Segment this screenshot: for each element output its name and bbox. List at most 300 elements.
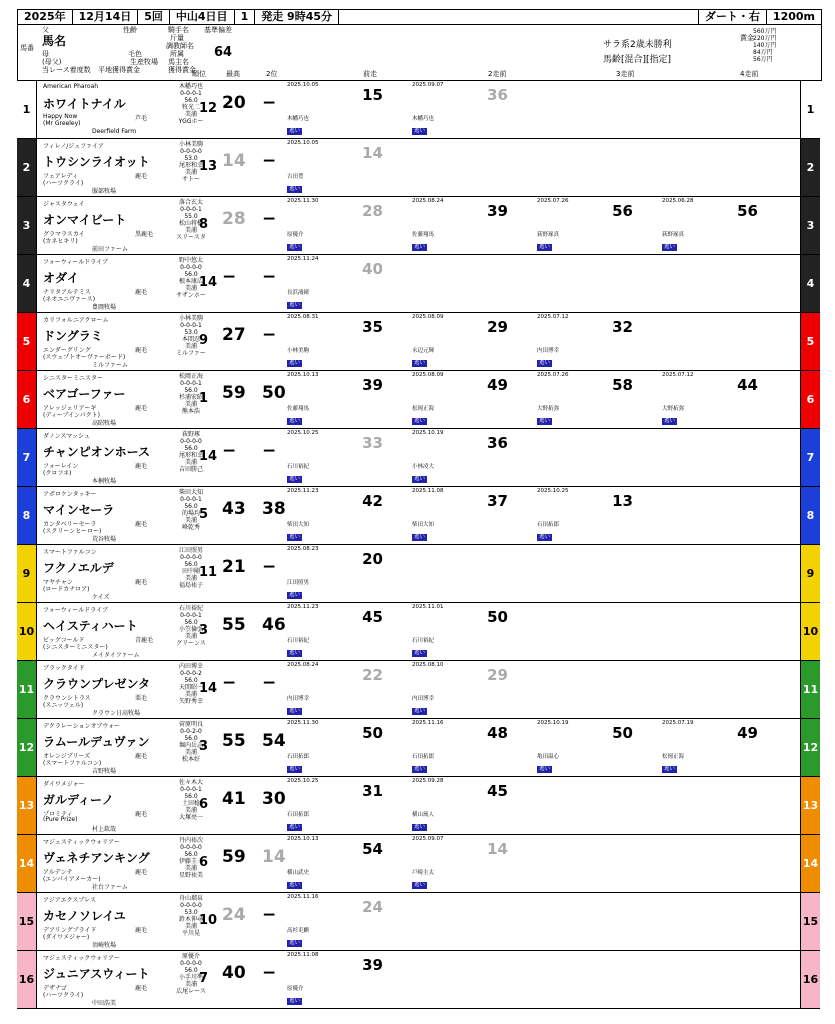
past-race: [412, 372, 532, 427]
name-label: 馬名: [42, 34, 67, 48]
race-date: 2025.07.12: [537, 314, 569, 320]
sire-name: ブラックタイド: [43, 665, 85, 672]
past-race: [537, 314, 657, 369]
record: 0-0-0-0: [180, 438, 202, 445]
running-style: 逃い: [289, 882, 301, 888]
race-jockey: 吉田豊: [287, 174, 304, 180]
date: 12月14日: [73, 10, 139, 24]
horse-name[interactable]: ヘイスティハート: [43, 619, 138, 633]
running-style: 逃い: [289, 476, 301, 482]
race-jockey: 内田博幸: [537, 348, 560, 354]
race-jockey: 柴田大知: [412, 522, 435, 528]
running-style: 逃い: [414, 824, 426, 830]
race-score: 58: [612, 376, 633, 394]
running-style: 逃い: [414, 708, 426, 714]
horse-row[interactable]: [17, 371, 820, 429]
horse-name[interactable]: トウシンライオット: [43, 155, 150, 169]
umaban-left: 13: [17, 777, 37, 834]
race-jockey: 石田拓郎: [287, 812, 310, 818]
prize-2: 220万円: [753, 35, 777, 42]
damsire-name: (ハーツクライ): [43, 992, 84, 999]
race-jockey: 内田博幸: [412, 696, 435, 702]
damsire-label: (母父): [42, 58, 62, 66]
race-jockey: 亀田温心: [537, 754, 560, 760]
affiliation: 美浦: [184, 285, 197, 292]
std-value: 64: [214, 45, 233, 60]
weight: 56.0: [184, 967, 198, 974]
race-score: 56: [612, 202, 633, 220]
running-style: 逃い: [289, 302, 301, 308]
year: 2025年: [18, 10, 73, 24]
prize-label: 獲得賞金: [168, 66, 196, 74]
past-race: [412, 314, 532, 369]
horse-name[interactable]: ジュニアスウィート: [43, 967, 150, 981]
horse-name[interactable]: マインセーラ: [43, 503, 115, 517]
owner: 広尾レース: [176, 988, 206, 995]
kai: 5回: [138, 10, 170, 24]
rank: 1: [199, 391, 209, 406]
running-style: 逃い: [664, 418, 676, 424]
horse-row[interactable]: [17, 313, 820, 371]
breeder-name: 須崎牧場: [92, 942, 117, 949]
umaban-left: 14: [17, 835, 37, 892]
weight: 56.0: [184, 735, 198, 742]
sire-name: シニスターミニスター: [43, 375, 104, 382]
weight: 56.0: [184, 793, 198, 800]
second-index: −: [262, 557, 277, 577]
race-jockey: 荻野琢真: [662, 232, 685, 238]
jockey: 野中悠太: [178, 257, 203, 264]
trainer: 堀内岳志: [178, 742, 203, 749]
horse-row[interactable]: [17, 835, 820, 893]
prize-heading: 賞金: [740, 34, 754, 42]
weight: 53.0: [184, 155, 198, 162]
umaban-right: 12: [800, 719, 820, 776]
race-jockey: 松岡正海: [662, 754, 685, 760]
jockey-label: 騎手名: [168, 26, 189, 34]
coat: 鹿毛: [135, 405, 148, 412]
coat: 鹿毛: [135, 985, 148, 992]
dam-name: プロミティ: [43, 811, 73, 818]
past-race: [287, 198, 407, 253]
second-index: 14: [262, 847, 286, 867]
jockey: 小林美駒: [178, 315, 203, 322]
coat: 芦毛: [135, 115, 148, 122]
max-index: −: [222, 673, 237, 693]
owner-label: 馬主名: [168, 58, 189, 66]
horse-name[interactable]: ホワイトナイル: [43, 97, 126, 111]
race-score: 29: [487, 666, 508, 684]
race-date: 2025.11.30: [287, 720, 319, 726]
umaban-label: 馬番: [20, 44, 34, 52]
horse-row[interactable]: [17, 951, 820, 1009]
past-race: [287, 778, 407, 833]
race-date: 2025.11.24: [287, 256, 319, 262]
sex-age-label: 性齢: [123, 26, 137, 34]
second-index: 46: [262, 615, 286, 635]
past-race: [287, 836, 407, 891]
umaban-right: 3: [800, 197, 820, 254]
coat: 鹿毛: [135, 521, 148, 528]
jockey: 石川裕紀: [178, 605, 203, 612]
trainer: 鈴木伸尋: [178, 916, 203, 923]
running-style: 逃い: [289, 592, 301, 598]
race-score: 45: [362, 608, 383, 626]
affiliation: 美浦: [184, 691, 197, 698]
race-jockey: 大野拓弥: [662, 406, 685, 412]
past-race: [412, 778, 532, 833]
trainer: 本間忍: [181, 336, 200, 343]
umaban-left: 11: [17, 661, 37, 718]
damsire-name: (Pure Prize): [43, 816, 78, 823]
record: 0-0-0-0: [180, 148, 202, 155]
record: 0-0-2-0: [180, 728, 202, 735]
horse-name[interactable]: フクノエルデ: [43, 561, 114, 575]
race-jockey: 大野拓弥: [537, 406, 560, 412]
owner: YGGホー: [178, 118, 204, 125]
race-date: 2025.11.08: [412, 488, 444, 494]
running-style: 逃い: [289, 360, 301, 366]
horse-row[interactable]: [17, 429, 820, 487]
race-date: 2025.10.13: [287, 372, 319, 378]
column-header: [17, 24, 822, 81]
rank-label: 順位: [192, 70, 206, 78]
running-style: 逃い: [414, 418, 426, 424]
race-score: 22: [362, 666, 383, 684]
record: 0-0-0-1: [180, 786, 202, 793]
race-date: 2025.10.19: [537, 720, 569, 726]
past-race: [412, 836, 532, 891]
venue: 中山4日目: [170, 10, 235, 24]
race-date: 2025.06.28: [662, 198, 694, 204]
horse-name[interactable]: ガルディーノ: [43, 793, 114, 807]
race-score: 14: [487, 840, 508, 858]
rank: 10: [199, 913, 218, 928]
horse-name[interactable]: カセノソレイユ: [43, 909, 126, 923]
umaban-right: 2: [800, 139, 820, 196]
owner: ミルファー: [176, 350, 206, 357]
running-style: 逃い: [414, 244, 426, 250]
horse-row[interactable]: [17, 777, 820, 835]
damsire-name: (スニッツェル): [43, 702, 84, 709]
second-index: 54: [262, 731, 286, 751]
second-label: 2位: [266, 70, 278, 78]
race-jockey: 松岡正海: [412, 406, 435, 412]
trainer-label: 調教師名: [166, 42, 194, 50]
past-race: [287, 662, 407, 717]
race-jockey: 原優介: [287, 232, 304, 238]
second-index: −: [262, 267, 277, 287]
race-score: 35: [362, 318, 383, 336]
owner: スリースタ: [176, 234, 206, 241]
umaban-right: 8: [800, 487, 820, 544]
race-score: 39: [362, 376, 383, 394]
race-date: 2025.10.25: [537, 488, 569, 494]
horse-name[interactable]: ドングラミ: [43, 329, 103, 343]
dam-name: オレンジブリーズ: [43, 753, 91, 760]
race-date: 2025.07.26: [537, 198, 569, 204]
max-index: 55: [222, 731, 246, 751]
owner: 平川晃: [181, 930, 200, 937]
second-index: −: [262, 673, 277, 693]
race-jockey: 石川裕紀: [287, 638, 310, 644]
race-jockey: 柴田大知: [287, 522, 310, 528]
umaban-left: 10: [17, 603, 37, 660]
race-score: 24: [362, 898, 383, 916]
second-index: −: [262, 905, 277, 925]
running-style: 逃い: [289, 650, 301, 656]
horse-row[interactable]: [17, 255, 820, 313]
umaban-right: 10: [800, 603, 820, 660]
race-score: 42: [362, 492, 383, 510]
sire-name: スマートファルコン: [43, 549, 97, 556]
past-race: [662, 372, 782, 427]
past-race: [412, 430, 532, 485]
record: 0-0-0-1: [180, 496, 202, 503]
jockey: 荻野琢: [181, 431, 200, 438]
race-jockey: 横山琉人: [412, 812, 435, 818]
past-race: [537, 198, 657, 253]
max-index: 28: [222, 209, 246, 229]
past-race: [537, 720, 657, 775]
race-score: 39: [487, 202, 508, 220]
max-index: 55: [222, 615, 246, 635]
race-score: 49: [487, 376, 508, 394]
race-date: 2025.08.10: [412, 662, 444, 668]
running-style: 逃い: [289, 940, 301, 946]
sire-name: フォーウィールドライブ: [43, 607, 108, 614]
race-date: 2025.08.23: [287, 546, 319, 552]
max-index: 14: [222, 151, 246, 171]
race-score: 40: [362, 260, 383, 278]
running-style: 逃い: [539, 418, 551, 424]
race-date: 2025.08.09: [412, 372, 444, 378]
race-date: 2025.07.26: [537, 372, 569, 378]
coat: 鹿毛: [135, 753, 148, 760]
running-style: 逃い: [289, 824, 301, 830]
dam-name: クラウンシトラス: [43, 695, 91, 702]
breeder-name: 村上欽哉: [92, 826, 117, 833]
damsire-name: (ハーツクライ): [43, 180, 84, 187]
record: 0-0-0-2: [180, 670, 202, 677]
max-label: 最高: [226, 70, 240, 78]
race-jockey: 石川裕紀: [412, 638, 435, 644]
race-date: 2025.08.31: [287, 314, 319, 320]
prize-3: 140万円: [753, 42, 777, 49]
max-index: 40: [222, 963, 246, 983]
umaban-right: 11: [800, 661, 820, 718]
horse-row[interactable]: [17, 893, 820, 951]
race-jockey: 木幡巧也: [287, 116, 310, 122]
sire-name: アポロケンタッキー: [43, 491, 97, 498]
breeder-name: 本桐牧場: [92, 478, 117, 485]
jockey: 木幡巧也: [178, 83, 203, 90]
running-style: 逃い: [289, 128, 301, 134]
dam-name: ナリタアルテミス: [43, 289, 91, 296]
coat: 黒鹿毛: [135, 231, 154, 238]
race-jockey: 戸崎圭太: [412, 870, 435, 876]
race-date: 2025.11.30: [287, 198, 319, 204]
prize-1: 560万円: [753, 28, 777, 35]
rank: 14: [199, 275, 218, 290]
running-style: 逃い: [414, 534, 426, 540]
owner: 矢野秀幸: [178, 698, 203, 705]
past-race: [287, 720, 407, 775]
race-jockey: 石田拓郎: [287, 754, 310, 760]
owner: 吉田勝己: [178, 466, 203, 473]
race-score: 29: [487, 318, 508, 336]
race-jockey: 小林美駒: [287, 348, 310, 354]
owner: 熊本浩: [181, 408, 200, 415]
past-race: [287, 952, 407, 1007]
damsire-name: (シニスターミニスター): [43, 644, 108, 651]
running-style: 逃い: [289, 708, 301, 714]
horse-name[interactable]: チャンピオンホース: [43, 445, 151, 459]
race-date: 2025.11.01: [412, 604, 444, 610]
prize-5: 56万円: [753, 56, 773, 63]
dam-name: グラマラスカイ: [43, 231, 85, 238]
sire-name: ダノンスマッシュ: [43, 433, 90, 440]
running-style: 逃い: [289, 766, 301, 772]
race-class: サラ系2歳未勝利: [603, 40, 672, 50]
horse-name[interactable]: ベアゴーファー: [43, 387, 126, 401]
past-race: [412, 198, 532, 253]
affiliation: 美浦: [184, 227, 197, 234]
race-jockey: 荻野琢真: [537, 232, 560, 238]
coat: 栗毛: [135, 695, 148, 702]
affiliation: 美浦: [184, 343, 197, 350]
race-jockey: 佐藤翔馬: [412, 232, 435, 238]
weight: 56.0: [184, 503, 198, 510]
start-time: 発走 9時45分: [255, 10, 339, 24]
race-date: 2025.09.07: [412, 82, 444, 88]
horse-row[interactable]: [17, 197, 820, 255]
prize-4: 84万円: [753, 49, 773, 56]
sire-name: デクラレーションオブウォー: [43, 723, 121, 730]
running-style: 逃い: [414, 882, 426, 888]
sire-label: 父: [42, 26, 49, 34]
weight: 53.0: [184, 329, 198, 336]
record: 0-0-0-1: [180, 380, 202, 387]
max-index: 41: [222, 789, 246, 809]
race-jockey: 佐藤翔馬: [287, 406, 310, 412]
race-date: 2025.11.16: [412, 720, 444, 726]
past-race: [662, 198, 782, 253]
coat: 鹿毛: [135, 927, 148, 934]
horse-row[interactable]: [17, 661, 820, 719]
trainer: 天間昭一: [178, 684, 203, 691]
coat: 鹿毛: [135, 289, 148, 296]
coat: 鹿毛: [135, 869, 148, 876]
rank: 12: [199, 101, 218, 116]
weight: 56.0: [184, 387, 198, 394]
max-index: 20: [222, 93, 246, 113]
dam-name: フォーレイン: [43, 463, 79, 470]
race-score: 49: [737, 724, 758, 742]
owner: サザンホー: [176, 292, 206, 299]
jockey: 佐々木大: [178, 779, 203, 786]
breeder-name: メイタイファーム: [92, 652, 140, 659]
horse-row[interactable]: [17, 719, 820, 777]
horse-row[interactable]: [17, 487, 820, 545]
past-race: [412, 604, 532, 659]
max-index: 24: [222, 905, 246, 925]
max-index: 27: [222, 325, 246, 345]
second-index: 50: [262, 383, 286, 403]
weight: 56.0: [184, 97, 198, 104]
horse-name[interactable]: ヴェネチアンキング: [43, 851, 150, 865]
race-score: 36: [487, 86, 508, 104]
umaban-left: 3: [17, 197, 37, 254]
coat-label: 毛色: [128, 50, 142, 58]
affiliation: 美浦: [184, 401, 197, 408]
running-style: 逃い: [539, 534, 551, 540]
umaban-left: 5: [17, 313, 37, 370]
jockey: 小林美駒: [178, 141, 203, 148]
weight: 56.0: [184, 445, 198, 452]
horse-name[interactable]: オンマイビート: [43, 213, 127, 227]
second-index: −: [262, 151, 277, 171]
race-jockey: 永辺元輝: [412, 348, 435, 354]
rank: 7: [199, 971, 209, 986]
horse-row[interactable]: [17, 139, 820, 197]
trainer: 松山将樹: [178, 220, 203, 227]
horse-name[interactable]: クラウンプレゼンタ: [43, 677, 151, 691]
second-index: 38: [262, 499, 286, 519]
horse-name[interactable]: オダイ: [43, 271, 79, 285]
past-race: [412, 488, 532, 543]
breeder-name: ケイズ: [92, 594, 110, 601]
running-style: 逃い: [414, 766, 426, 772]
running-style: 逃い: [539, 244, 551, 250]
rank: 14: [199, 681, 218, 696]
running-style: 逃い: [664, 244, 676, 250]
horse-row[interactable]: [17, 545, 820, 603]
trainer: 根本康広: [178, 278, 203, 285]
umaban-right: 4: [800, 255, 820, 312]
umaban-left: 4: [17, 255, 37, 312]
race-terms: 馬齢[混合][指定]: [603, 55, 672, 65]
breeder-name: 豊岡牧場: [92, 304, 117, 311]
breeder-name: Deerfield Farm: [92, 128, 137, 135]
prev2-label: 2走前: [488, 70, 507, 78]
affiliation: 美浦: [184, 459, 197, 466]
horse-name[interactable]: ラムールデュヴァン: [43, 735, 150, 749]
race-jockey: 長浜鴻緒: [287, 290, 310, 296]
race-date: 2025.11.23: [287, 488, 319, 494]
umaban-left: 1: [17, 81, 37, 138]
damsire-name: (クロフネ): [43, 470, 72, 477]
jockey: 内田博幸: [178, 663, 203, 670]
horse-row[interactable]: [17, 603, 820, 661]
horse-row[interactable]: [17, 81, 820, 139]
trainer: 土田稔: [181, 800, 200, 807]
damsire-name: (エンパイアメーカー): [43, 876, 101, 883]
past-race: [287, 256, 407, 311]
owner: 大塚亮一: [178, 814, 203, 821]
past-race: [287, 488, 407, 543]
trainer: 牧光二: [181, 104, 200, 111]
sire-name: カリフォルニアクローム: [43, 317, 109, 324]
max-index: 59: [222, 383, 246, 403]
race-score: 36: [487, 434, 508, 452]
rank: 13: [199, 159, 218, 174]
running-style: 逃い: [664, 766, 676, 772]
rank: 5: [199, 507, 209, 522]
running-style: 逃い: [289, 534, 301, 540]
flat-label: 平地獲得賞金: [98, 66, 140, 74]
breeder-name: クラウン日高牧場: [92, 710, 141, 717]
